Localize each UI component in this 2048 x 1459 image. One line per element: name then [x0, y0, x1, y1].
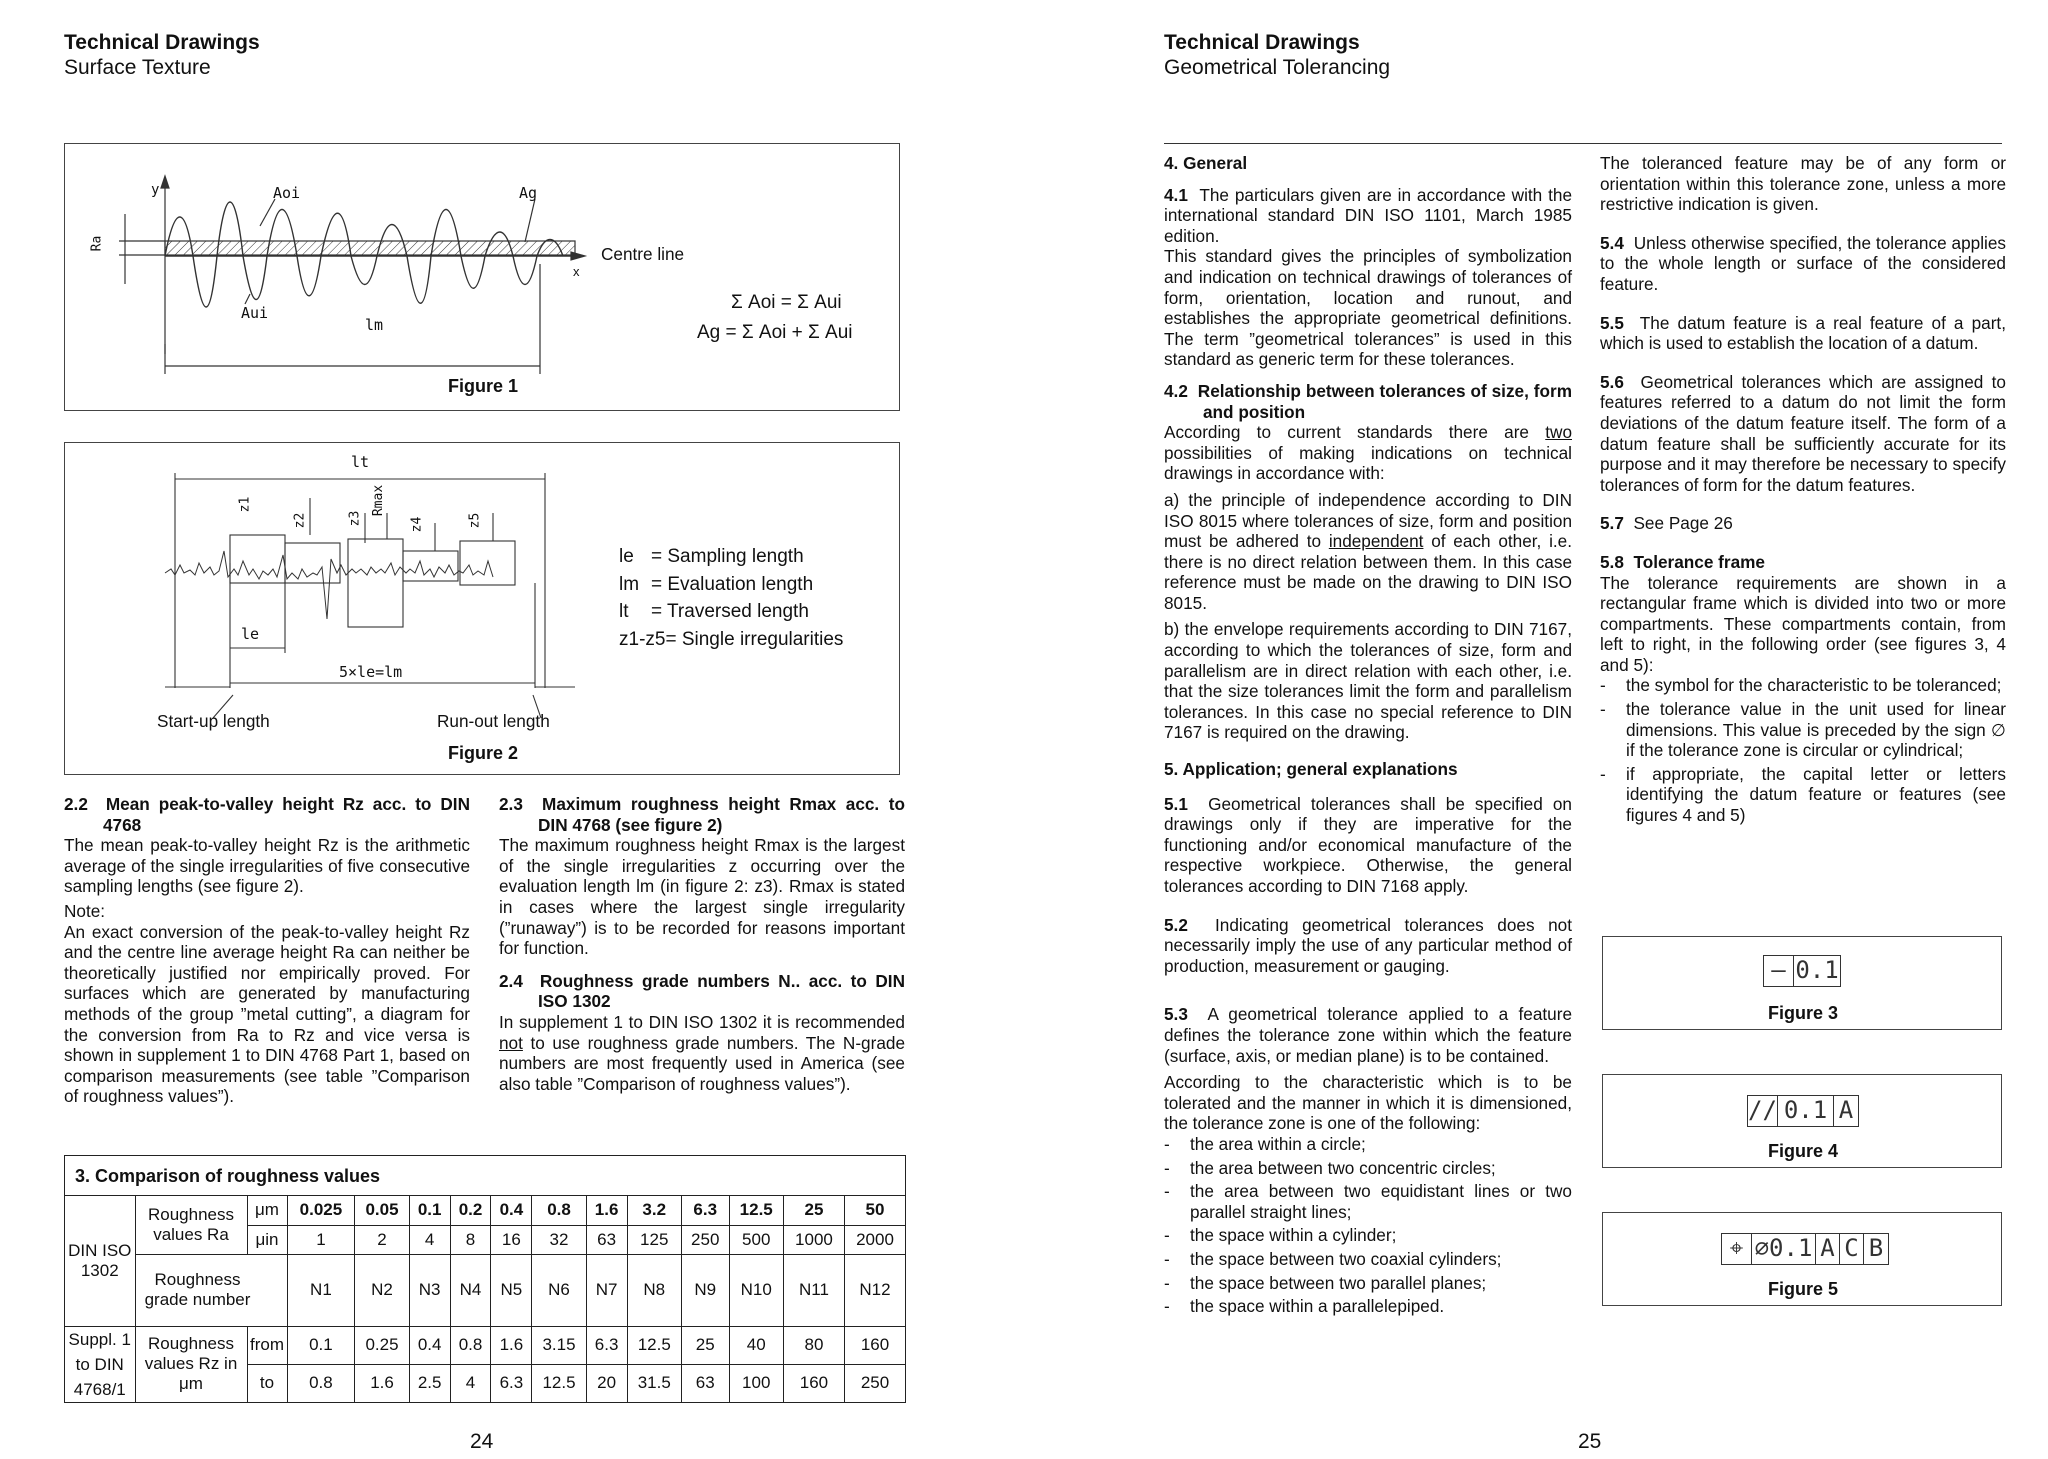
section-2-3 [499, 794, 905, 1094]
table-cell: 0.8 [450, 1326, 491, 1364]
table-cell: 8 [450, 1225, 491, 1254]
section-4-1-b: This standard gives the principles of symbolization and indication on technical drawings of tolerances of form, orientation, location and runout, and establishes the appropriate geometrical definitions. The term ”geometrical tolerances” is used in this standard as generic term for these tolerances. [1164, 246, 1572, 370]
figure-2-box [64, 442, 900, 775]
table-cell: N10 [729, 1254, 783, 1326]
fig1-x-label: x [573, 264, 580, 279]
table-cell: 2000 [845, 1225, 905, 1254]
section-5-2: 5.2 Indicating geometrical tolerances does not necessarily imply the use of any particular method of production, measurement or gauging. [1164, 914, 1572, 976]
table-cell: 12.5 [729, 1196, 783, 1225]
list-item: - the symbol for the characteristic to be toleranced; [1600, 675, 2002, 696]
table-cell: 160 [845, 1326, 905, 1364]
table-cell: 0.05 [355, 1196, 409, 1225]
section-5-5: 5.5 The datum feature is a real feature of a part, which is used to establish the location of a datum. [1600, 312, 2006, 354]
table-cell: 2.5 [409, 1364, 450, 1402]
section-4-1: 4.1 The particulars given are in accordance with the international standard DIN ISO 1101, March 1985 edition. [1164, 184, 1573, 246]
roughness-table-grid [65, 1196, 905, 1402]
list-item: - the area within a circle; [1164, 1133, 1366, 1154]
table-cell: N1 [287, 1254, 355, 1326]
fig1-centre-line-label: Centre line [601, 244, 685, 264]
din-label: DIN ISO 1302 [65, 1196, 135, 1326]
table-cell: 1 [287, 1225, 355, 1254]
table-cell: 250 [681, 1225, 729, 1254]
table-cell: 0.4 [491, 1196, 532, 1225]
fig2-le-label: le [241, 625, 260, 643]
fig1-ra-band [165, 241, 575, 255]
table-cell: 100 [729, 1364, 783, 1402]
table-cell: 1000 [783, 1225, 844, 1254]
section-4-heading: 4. General [1164, 153, 1248, 173]
list-item: - the space within a cylinder; [1164, 1225, 1397, 1246]
fig2-profile [165, 551, 493, 619]
fig1-ag-label: Ag [519, 184, 538, 202]
fig1-formula-1: Σ Aoi = Σ Aui [731, 292, 842, 313]
tolerance-frame-4 [1747, 1095, 1859, 1127]
section-2-3-heading: 2.3 Maximum roughness height Rmax acc. to DIN 4768 (see figure 2) [499, 794, 905, 835]
fig2-seg-2 [285, 543, 340, 583]
figure-5-caption: Figure 5 [1767, 1279, 1838, 1299]
fig2-legend-item: lt = Traversed length [619, 601, 809, 622]
fig2-z4-label: z4 [409, 516, 425, 533]
figure-1-drawing [65, 144, 901, 412]
section-2-2-body: The mean peak-to-valley height Rz is the arithmetic average of the single irregularities of five consecutive sampling lengths (see figure 2). [64, 835, 470, 897]
list-item: - the space within a parallelepiped. [1164, 1296, 1445, 1317]
left-header-title: Technical Drawings [64, 31, 260, 54]
table-cell: 0.1 [287, 1326, 355, 1364]
table-cell: 63 [586, 1225, 627, 1254]
table-cell: N9 [681, 1254, 729, 1326]
fig2-startup-label: Start-up length [157, 711, 270, 731]
table-cell: 3.15 [532, 1326, 586, 1364]
table-cell: N11 [783, 1254, 844, 1326]
table-cell: 6.3 [586, 1326, 627, 1364]
right-header-rule [1164, 143, 2002, 144]
fig2-rmax-label: Rmax [371, 484, 387, 517]
roughness-table-title: 3. Comparison of roughness values [65, 1156, 905, 1196]
fig2-z5-label: z5 [467, 512, 483, 529]
left-page-number: 24 [470, 1430, 494, 1453]
table-row [65, 1196, 905, 1225]
table-cell: N12 [845, 1254, 905, 1326]
tolerance-intro: The toleranced feature may be of any form or orientation within this tolerance zone, unless a more restrictive indication is given. [1600, 153, 2006, 215]
fig2-z2-label: z2 [292, 512, 308, 529]
section-2-3-body: The maximum roughness height Rmax is the largest of the single irregularities z occurring over the evaluation length lm (in figure 2: z3). Rmax is stated in cases where the largest single irregularity (”runaway”) is to be recorded for reasons important for function. [499, 835, 905, 959]
figure-4-box [1602, 1074, 2002, 1168]
section-4-2-a: a) the principle of independence according to DIN ISO 8015 where tolerances of size, form and position must be adhered to independent of each other, i.e. there is no direct relation between them. In this case reference must be made on the drawing to DIN ISO 8015. [1164, 489, 1572, 613]
table-cell: 3.2 [627, 1196, 681, 1225]
frame-datum: B [1868, 1234, 1884, 1262]
figure-1-box [64, 143, 900, 411]
fig1-ra-label: Ra [89, 235, 105, 252]
table-cell: N5 [491, 1254, 532, 1326]
table-cell: N8 [627, 1254, 681, 1326]
section-4-2-body: According to current standards there are two possibilities of making indications on technical drawings in accordance with: [1164, 422, 1572, 484]
fig1-y-arrow [161, 176, 169, 188]
table-cell: 6.3 [491, 1364, 532, 1402]
table-row [65, 1326, 905, 1364]
table-cell: 12.5 [627, 1326, 681, 1364]
left-header-subtitle: Surface Texture [64, 56, 211, 79]
fig2-legend-item: lm = Evaluation length [619, 573, 814, 595]
table-cell: 0.8 [532, 1196, 586, 1225]
table-cell: 12.5 [532, 1364, 586, 1402]
frame-value: 0.1 [1778, 1096, 1834, 1126]
uin-unit: μin [247, 1225, 287, 1254]
table-cell: 4 [450, 1364, 491, 1402]
figure-1-caption: Figure 1 [447, 376, 518, 396]
grade-label: Roughness grade number [135, 1254, 287, 1326]
table-cell: 1.6 [355, 1364, 409, 1402]
straightness-icon: — [1764, 956, 1794, 986]
frame-datum: C [1840, 1234, 1864, 1264]
fig1-aoi-leader [260, 199, 275, 226]
rz-label: Roughness values Rz in μm [135, 1326, 247, 1402]
fig1-aoi-label: Aoi [273, 184, 301, 202]
table-cell: 1.6 [491, 1326, 532, 1364]
table-cell: 32 [532, 1225, 586, 1254]
left-header [64, 30, 260, 80]
ra-label: Roughness values Ra [135, 1196, 247, 1254]
table-cell: N7 [586, 1254, 627, 1326]
right-column-2 [1600, 153, 2006, 826]
table-cell: 0.1 [409, 1196, 450, 1225]
table-cell: 25 [783, 1196, 844, 1225]
fig2-seg-3 [348, 539, 403, 627]
fig1-lm-label: lm [365, 316, 384, 334]
fig2-runout-label: Run-out length [437, 711, 550, 731]
table-cell: 4 [409, 1225, 450, 1254]
suppl-label: Suppl. 1 to DIN 4768/1 [65, 1326, 135, 1402]
section-5-3: 5.3 A geometrical tolerance applied to a feature defines the tolerance zone within which the feature (surface, axis, or median plane) is to be contained. [1164, 1004, 1572, 1066]
table-row [65, 1254, 905, 1326]
section-5-8-heading: 5.8 Tolerance frame [1600, 551, 1765, 572]
roughness-table [64, 1155, 906, 1403]
frame-datum: A [1816, 1234, 1840, 1264]
table-cell: 16 [491, 1225, 532, 1254]
table-cell: 125 [627, 1225, 681, 1254]
table-cell: 6.3 [681, 1196, 729, 1225]
frame-datum: A [1838, 1096, 1854, 1124]
table-cell: 80 [783, 1326, 844, 1364]
table-cell: N2 [355, 1254, 409, 1326]
right-page-number: 25 [1578, 1430, 1602, 1453]
table-cell: 0.8 [287, 1364, 355, 1402]
fig2-legend-item: z1-z5= Single irregularities [619, 628, 844, 650]
table-cell: 0.4 [409, 1326, 450, 1364]
section-2-4-body: In supplement 1 to DIN ISO 1302 it is recommended not to use roughness grade numbers. The N-grade numbers are most frequently used in America (see also table ”Comparison of roughness values”). [499, 1011, 905, 1094]
tolerance-frame-3 [1763, 955, 1841, 987]
figure-4-caption: Figure 4 [1767, 1141, 1838, 1161]
list-item: - the space between two coaxial cylinders; [1164, 1248, 1502, 1269]
from-label: from [247, 1326, 287, 1364]
fig1-ag-leader [525, 199, 535, 242]
section-5-8-body: The tolerance requirements are shown in a rectangular frame which is divided into two or more compartments. These compartments contain, from left to right, in the following order (see figures 3, 4 and 5): [1600, 572, 2006, 675]
section-5-heading: 5. Application; general explanations [1164, 759, 1458, 780]
table-cell: 0.025 [287, 1196, 355, 1225]
parallelism-icon: // [1748, 1096, 1777, 1124]
list-item: - the area between two concentric circles; [1164, 1157, 1496, 1178]
right-header-subtitle: Geometrical Tolerancing [1164, 56, 1391, 79]
fig2-z1-label: z1 [237, 496, 253, 513]
table-cell: 63 [681, 1364, 729, 1402]
fig1-y-label: y [151, 182, 160, 198]
section-2-2-note: An exact conversion of the peak-to-valley height Rz and the centre line average height Ra can neither be theoretically justified nor empirically proved. For surfaces which are generated by manufacturing methods of the group ”metal cutting”, a diagram for the conversion from Ra to Rz and vice versa is shown in supplement 1 to DIN 4768 Part 1, based on comparison measurements (see table ”Comparison of roughness values”). [64, 921, 470, 1107]
section-2-2-note-label: Note: [64, 900, 106, 921]
section-5-3-b: According to the characteristic which is to be tolerated and the manner in which it is dimensioned, the tolerance zone is one of the following: [1164, 1072, 1572, 1134]
table-cell: 50 [845, 1196, 905, 1225]
table-cell: 250 [845, 1364, 905, 1402]
right-column-1 [1164, 153, 1572, 1317]
table-cell: 25 [681, 1326, 729, 1364]
table-cell: 1.6 [586, 1196, 627, 1225]
fig2-z3-label: z3 [347, 510, 363, 527]
section-5-6: 5.6 Geometrical tolerances which are assigned to features referred to a datum do not limit the form deviations of the datum feature itself. The form of a datum feature shall be sufficiently accurate for its purpose and it may therefore be necessary to specify tolerances of form for the datum features. [1600, 371, 2006, 495]
right-header-title: Technical Drawings [1164, 31, 1360, 54]
frame-value: ∅0.1 [1752, 1234, 1816, 1264]
table-cell: 160 [783, 1364, 844, 1402]
section-4-2-b: b) the envelope requirements according to DIN 7167, according to which the tolerances of size, form and parallelism are in direct relation with each other, i.e. that the size tolerances limit the form and parallelism tolerances. In this case no special reference to DIN 7167 is required on the drawing. [1164, 619, 1572, 743]
section-5-4: 5.4 Unless otherwise specified, the tolerance applies to the whole length or surface of the considered feature. [1600, 232, 2006, 294]
fig1-aui-label: Aui [241, 304, 269, 322]
table-cell: 0.2 [450, 1196, 491, 1225]
table-cell: 40 [729, 1326, 783, 1364]
fig2-legend [619, 543, 843, 653]
frame-value: 0.1 [1795, 956, 1839, 984]
list-item: - the area between two equidistant lines or two parallel straight lines; [1164, 1181, 1572, 1222]
list-item: - the tolerance value in the unit used for linear dimensions. This value is preceded by the sign ∅ if the tolerance zone is circular or cylindrical; [1600, 699, 2006, 761]
section-2-2-heading: 2.2 Mean peak-to-valley height Rz acc. to DIN 4768 [64, 794, 470, 835]
section-2-4-heading: 2.4 Roughness grade numbers N.. acc. to DIN ISO 1302 [499, 970, 905, 1012]
position-icon: ⌖ [1722, 1234, 1752, 1264]
section-4-2-heading: 4.2 Relationship between tolerances of size, form and position [1164, 380, 1572, 422]
table-cell: N6 [532, 1254, 586, 1326]
section-5-7: 5.7 See Page 26 [1600, 513, 1733, 534]
table-cell: N3 [409, 1254, 450, 1326]
fig2-legend-item: le = Sampling length [619, 546, 804, 567]
table-cell: 20 [586, 1364, 627, 1402]
um-unit: μm [247, 1196, 287, 1225]
table-cell: N4 [450, 1254, 491, 1326]
table-cell: 2 [355, 1225, 409, 1254]
table-cell: 0.25 [355, 1326, 409, 1364]
right-header [1164, 30, 1390, 80]
list-item: - if appropriate, the capital letter or letters identifying the datum feature or features (see figures 4 and 5) [1600, 763, 2006, 826]
section-5-1: 5.1 Geometrical tolerances shall be specified on drawings only if they are imperative for the functioning and/or economical manufacture of the respective workpiece. Otherwise, the general tolerances according to DIN 7168 apply. [1164, 793, 1572, 896]
section-2-2 [64, 794, 470, 1107]
fig1-aui-leader [245, 294, 250, 304]
figure-5-box [1602, 1212, 2002, 1306]
figure-3-box [1602, 936, 2002, 1030]
fig2-lm-label: 5×le=lm [339, 663, 403, 681]
tolerance-frame-5 [1721, 1233, 1889, 1265]
fig1-formula-2: Ag = Σ Aoi + Σ Aui [697, 322, 853, 343]
fig2-lt-label: lt [351, 453, 370, 471]
figure-3-caption: Figure 3 [1767, 1003, 1838, 1023]
to-label: to [247, 1364, 287, 1402]
table-cell: 31.5 [627, 1364, 681, 1402]
table-cell: 500 [729, 1225, 783, 1254]
list-item: - the space between two parallel planes; [1164, 1272, 1487, 1293]
figure-2-caption: Figure 2 [447, 743, 518, 763]
